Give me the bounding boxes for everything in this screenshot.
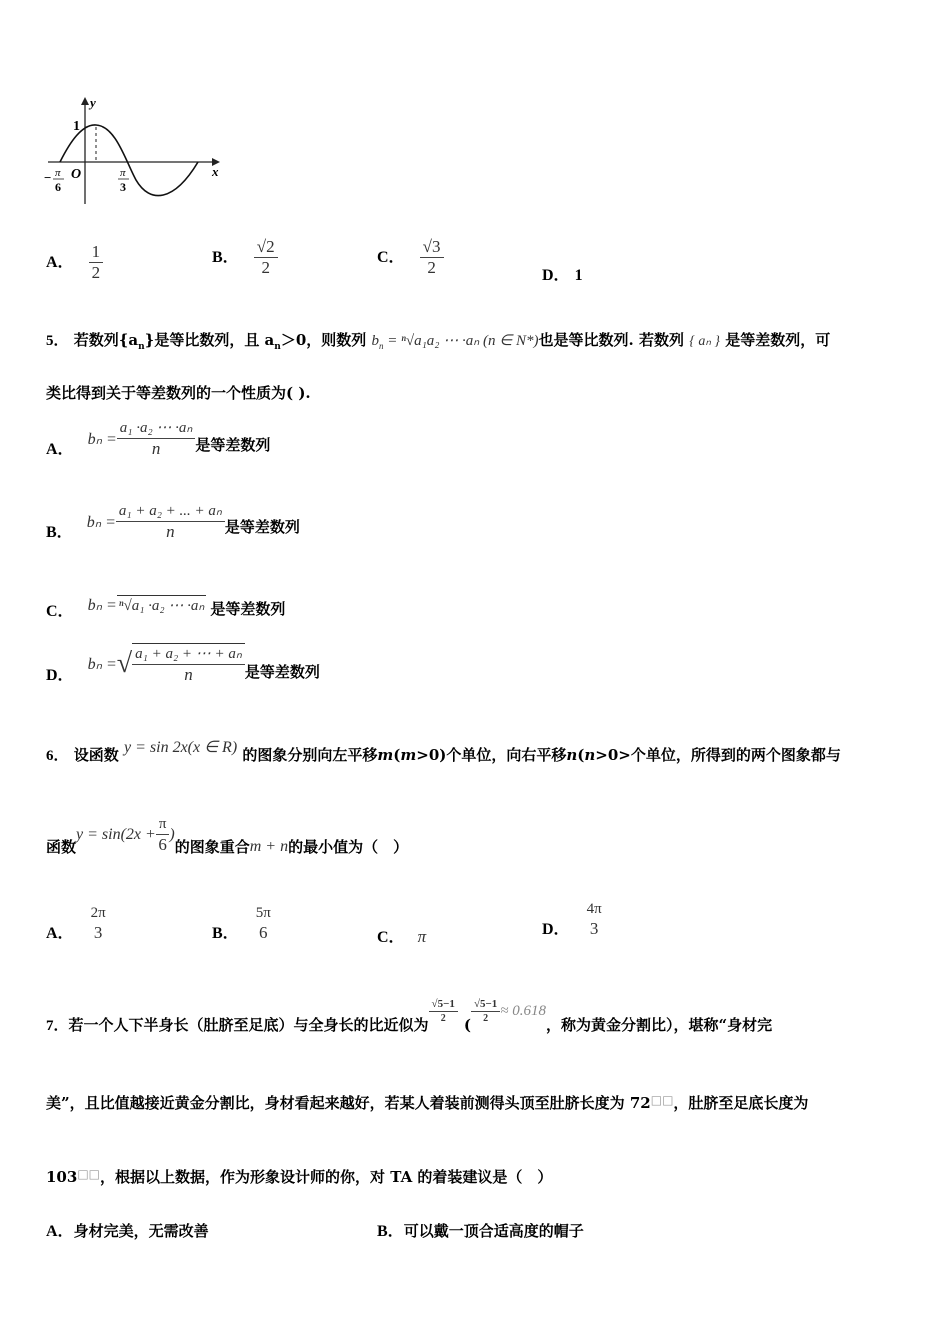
q6-stem-line2: 函数 y = sin(2x + $\frac{\pi}{6}$ ) 的图象重合 m + n 的最小值为（ ）	[46, 816, 409, 856]
x-axis-label: x	[212, 164, 219, 179]
formula-mn: m + n	[249, 837, 289, 855]
option-suffix: 是等差数列	[210, 600, 286, 618]
fraction: $\frac{√2}{2}$	[254, 237, 278, 278]
q6-option-b[interactable]	[212, 902, 274, 943]
q7-stem-line3: 103□□，根据以上数据，作为形象设计师的你，对 TA 的着装建议是（ ）	[46, 1167, 553, 1186]
fraction: $\frac{\pi}{6}$	[156, 814, 170, 855]
q7-stem-line1: 7． 若一个人下半身长（肚脐至足底）与全身长的比近似为 $\frac{√5-1}{2}$ ( $\frac{√5-1}{2}$ ≈ 0.618 ，称为黄金分割比），堪称“身材完	[46, 998, 773, 1034]
x-tick-right-num: π	[120, 167, 126, 179]
x-tick-left-den: 6	[55, 180, 61, 194]
q5-option-c[interactable]	[46, 588, 285, 621]
bn-prefix: bₙ =	[87, 596, 117, 614]
bn-prefix: bₙ =	[86, 513, 116, 531]
q5-option-d[interactable]	[46, 643, 320, 685]
formula-bn: $b_n = ^n√a_1a_2$ ⋯ ·aₙ (n ∈ N*)	[371, 333, 539, 351]
fraction: $\frac{\text{a₁ + a₂ + ⋯ + aₙ}}{n}$	[132, 643, 245, 685]
option-label: D．	[46, 666, 74, 684]
option-suffix: 是等差数列	[224, 518, 300, 536]
option-label: A．	[46, 254, 74, 271]
option-label: D．	[542, 267, 570, 284]
bn-prefix: bₙ =	[87, 430, 117, 448]
q6-option-c[interactable]	[377, 924, 426, 947]
option-text: 身材完美，无需改善	[73, 1222, 209, 1240]
ratio-fraction: $\frac{√5-1}{2}$	[429, 997, 458, 1026]
q7-stem-line2: 美”，且比值越接近黄金分割比，身材看起来越好，若某人着装前测得头顶至肚脐长度为 72□□，肚脐至足底长度为	[46, 1093, 809, 1112]
x-tick-right-den: 3	[120, 180, 126, 194]
fraction: $\frac{1}{2}$	[89, 242, 104, 283]
option-label: B．	[212, 925, 239, 942]
fraction: $\frac{\text{a₁ ·a₂ ⋯ ·aₙ}}{n}$	[117, 418, 196, 459]
q7-option-b[interactable]	[377, 1218, 584, 1241]
option-label: A．	[46, 1223, 74, 1240]
q5-stem-line1: 5． 若数列$\{a_n\}$是等比数列，且 $a_n>0$，则数列 $b_n = ^n√a_1a_2$ ⋯ ·aₙ (n ∈ N*)也是等比数列. 若数列 { aₙ } 是等差数列，可	[46, 331, 831, 352]
option-label: C．	[377, 929, 405, 946]
unit-placeholder: □□	[77, 1167, 100, 1181]
question-number: 7．	[46, 1018, 69, 1034]
fraction: 4π 3	[586, 900, 602, 938]
q5-option-b[interactable]	[46, 501, 300, 542]
option-label: A．	[46, 441, 74, 458]
question-number: 6．	[46, 748, 69, 764]
option-label: D．	[542, 921, 570, 938]
y-axis-label: y	[90, 95, 96, 110]
bn-prefix: bₙ =	[87, 656, 117, 673]
question-number: 5．	[46, 333, 69, 349]
root-expression: ⁿ√a₁ ·a₂ ⋯ ·aₙ	[117, 595, 207, 615]
q4-option-d[interactable]	[542, 262, 583, 285]
fraction: 2π 3	[90, 904, 106, 942]
origin-label: O	[71, 167, 82, 182]
option-label: B．	[46, 524, 73, 541]
unit-placeholder: □□	[650, 1093, 674, 1107]
q6-option-a[interactable]	[46, 902, 109, 943]
formula-an: { aₙ }	[689, 334, 721, 349]
radical-sign: √	[116, 648, 133, 679]
fraction: $\frac{√3}{2}$	[420, 237, 444, 278]
q6-option-d[interactable]	[542, 898, 605, 939]
ratio-fraction-2: $\frac{√5-1}{2}$	[471, 997, 500, 1026]
sine-graph	[40, 92, 230, 212]
fraction: $\frac{\text{a₁ + a₂ + ... + aₙ}}{n}$	[116, 501, 225, 542]
x-tick-left-num: π	[55, 167, 61, 179]
option-value: π	[417, 927, 427, 946]
q7-option-a[interactable]	[46, 1218, 209, 1241]
option-suffix: 是等差数列	[244, 662, 320, 681]
formula-pre: y = sin(2x +	[76, 825, 156, 843]
q4-option-a[interactable]	[46, 242, 103, 283]
y-tick-label: 1	[73, 119, 80, 134]
option-suffix: 是等差数列	[195, 436, 271, 454]
q5-stem-line2: 类比得到关于等差数列的一个性质为( ).	[46, 384, 311, 402]
fraction: 5π 6	[255, 904, 271, 942]
sine-curve	[60, 125, 198, 196]
q4-option-b[interactable]	[212, 237, 278, 278]
option-label: B．	[377, 1223, 404, 1240]
option-label: B．	[212, 249, 239, 266]
q4-option-c[interactable]	[377, 237, 444, 278]
option-value: 1	[574, 267, 583, 284]
option-text: 可以戴一顶合适高度的帽子	[403, 1222, 584, 1240]
option-label: A．	[46, 925, 74, 942]
formula-sin2x: y = sin 2x(x ∈ R)	[124, 739, 238, 756]
option-label: C．	[46, 603, 74, 620]
x-tick-left-minus: −	[44, 170, 52, 185]
q5-option-a[interactable]	[46, 418, 270, 459]
option-label: C．	[377, 249, 405, 266]
y-axis-arrow	[81, 97, 89, 105]
approx-value: ≈ 0.618	[500, 1003, 546, 1019]
q6-stem-line1: 6． 设函数 y = sin 2x(x ∈ R) 的图象分别向左平移m(m>0)个单位，向右平移n(n>0>个单位，所得到的两个图象都与	[46, 739, 841, 764]
